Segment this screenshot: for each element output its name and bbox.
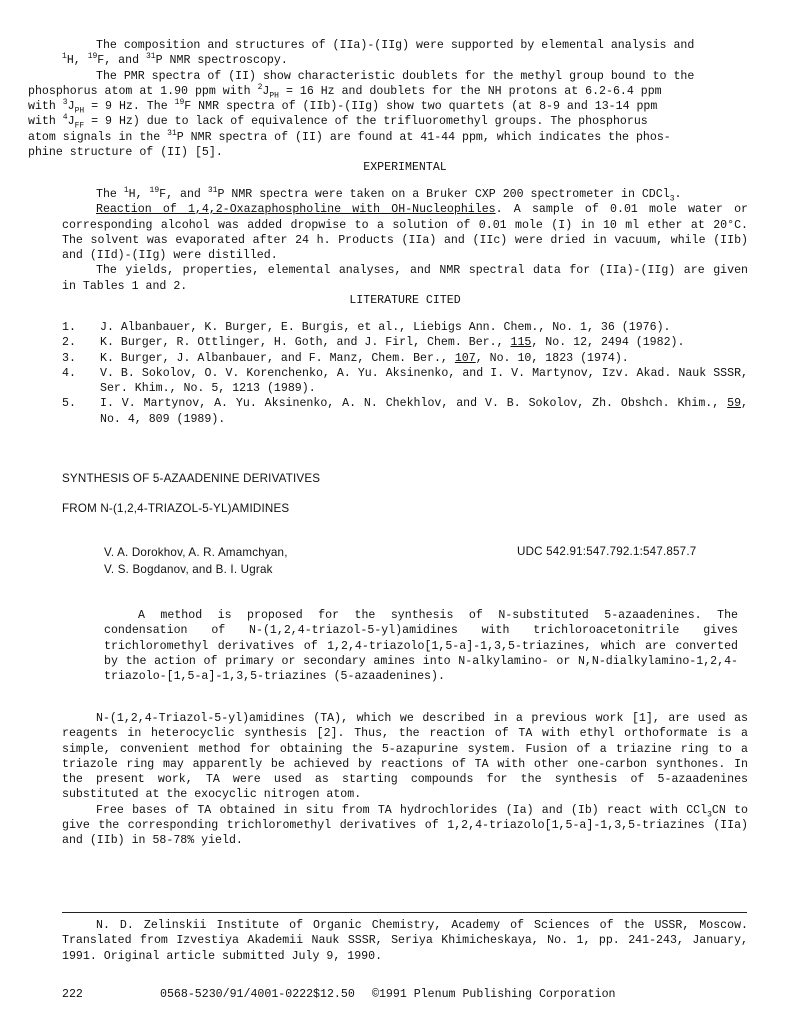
reference-item: 2. K. Burger, R. Ottlinger, H. Goth, and J. Firl, Chem. Ber., 115, No. 12, 2494 (1982). bbox=[62, 336, 685, 350]
yields-paragraph: The yields, properties, elemental analyses, and NMR spectral data for (IIa)-(IIg) are given in Tables 1 and 2. bbox=[62, 264, 748, 293]
body-paragraph: N-(1,2,4-Triazol-5-yl)amidines (TA), which we described in a previous work [1], are used as reagents in heterocyclic synthesis [2]. Thus, the reaction of TA with ethyl orthoformate is a simple, convenient method for obtaining the 5-azapurine system. Fusion of a triazine ring to a triazole ring may apparently be achieved by reactions of TA with other one-carbon synthones. In the present work, TA were used as starting compounds for the synthesis of 5-azaadenines substituted at the exocyclic nitrogen atom. bbox=[62, 712, 748, 802]
composition-paragraph: The composition and structures of (IIa)-(IIg) were supported by elemental analysis and $^1$H, $^{19}$F, and $^{31}$P NMR spectroscopy. bbox=[62, 39, 695, 68]
article-title-line-2: FROM N-(1,2,4-TRIAZOL-5-YL)AMIDINES bbox=[62, 502, 290, 515]
authors: V. A. Dorokhov, A. R. Amamchyan, V. S. Bogdanov, and B. I. Ugrak bbox=[104, 546, 288, 576]
udc-code: UDC 542.91:547.792.1:547.857.7 bbox=[517, 545, 697, 558]
top-section bbox=[28, 38, 748, 160]
footnote-rule bbox=[62, 912, 747, 913]
nmr-paragraph: The $^1$H, $^{19}$F, and $^{31}$P NMR spectra were taken on a Bruker CXP 200 spectrometer in CDCl$_3$. bbox=[96, 186, 682, 204]
experimental-section bbox=[62, 187, 748, 294]
body-paragraph: Free bases of TA obtained in situ from TA hydrochlorides (Ia) and (Ib) react with CCl$_3$CN to give the corresponding trichloromethyl derivatives of 1,2,4-triazolo[1,5-a]-1,3,5-triazines (IIa) and (IIb) in 58-78% yield. bbox=[62, 803, 748, 848]
reference-item: 1. J. Albanbauer, K. Burger, E. Burgis, et al., Liebigs Ann. Chem., No. 1, 36 (1976). bbox=[62, 321, 671, 334]
copyright: ©1991 Plenum Publishing Corporation bbox=[372, 988, 616, 1001]
article-code: 0568-5230/91/4001-0222$12.50 bbox=[160, 988, 355, 1001]
article-body bbox=[62, 711, 748, 849]
page-number: 222 bbox=[62, 988, 83, 1001]
article-title-line-1: SYNTHESIS OF 5-AZAADENINE DERIVATIVES bbox=[62, 472, 321, 485]
footnote: N. D. Zelinskii Institute of Organic Chemistry, Academy of Sciences of the USSR, Moscow. Translated from Izvestiya Akademii Nauk SSSR, Seriya Khimicheskaya, No. 1, pp. 241-243, January, 1991. Original article submitted July 9, 1990. bbox=[62, 919, 748, 963]
experimental-heading: EXPERIMENTAL bbox=[363, 161, 447, 174]
reference-item: 3. K. Burger, J. Albanbauer, and F. Manz, Chem. Ber., 107, No. 10, 1823 (1974). bbox=[62, 351, 629, 365]
reference-item: 5. I. V. Martynov, A. Yu. Aksinenko, A. N. Chekhlov, and V. B. Sokolov, Zh. Obshch. Khim., 59, No. 4, 809 (1989). bbox=[62, 397, 748, 426]
pmr-paragraph: The PMR spectra of (II) show characteristic doublets for the methyl group bound to the phosphorus atom at 1.90 ppm with $^2J_{PH} = 16$ Hz and doublets for the NH protons at 6.2-6.4 ppm with $^3J_{PH} = 9$ Hz. The $^{19}$F NMR spectra of (IIb)-(IIg) show two quartets (at 8-9 and 13-14 ppm with $^4J_{FF} = 9$ Hz) due to lack of equivalence of the trifluoromethyl groups. The phosphorus atom signals in the $^{31}$P NMR spectra of (II) are found at 41-44 ppm, which indicates the phos- phine structure of (II) [5]. bbox=[28, 69, 695, 160]
reaction-subheading: Reaction of 1,4,2-Oxazaphospholine with OH-Nucleophiles bbox=[96, 203, 496, 217]
abstract: A method is proposed for the synthesis of N-substituted 5-azaadenines. The condensation of N-(1,2,4-triazol-5-yl)amidines with trichloroacetonitrile gives trichloromethyl derivatives of 1,2,4-triazolo[1,5-a]-1,3,5-triazines, which are converted by the action of primary or secondary amines into N-alkylamino- or N,N-dialkylamino-1,2,4-triazolo-[1,5-a]-1,3,5-triazines (5-azaadenines). bbox=[104, 609, 738, 684]
reaction-paragraph: Reaction of 1,4,2-Oxazaphospholine with OH-Nucleophiles. A sample of 0.01 mole water or corresponding alcohol was added dropwise to a solution of 0.01 mole (I) in 10 ml ether at 20°C. The solvent was evaporated after 24 h. Products (IIa) and (IIc) were dried in vacuum, while (IIb) and (IId)-(IIg) were distilled. bbox=[62, 203, 748, 263]
reference-item: 4. V. B. Sokolov, O. V. Korenchenko, A. Yu. Aksinenko, and I. V. Martynov, Izv. Akad. Nauk SSSR, Ser. Khim., No. 5, 1213 (1989). bbox=[62, 366, 748, 396]
reference-list bbox=[62, 320, 748, 427]
literature-heading: LITERATURE CITED bbox=[349, 294, 461, 307]
